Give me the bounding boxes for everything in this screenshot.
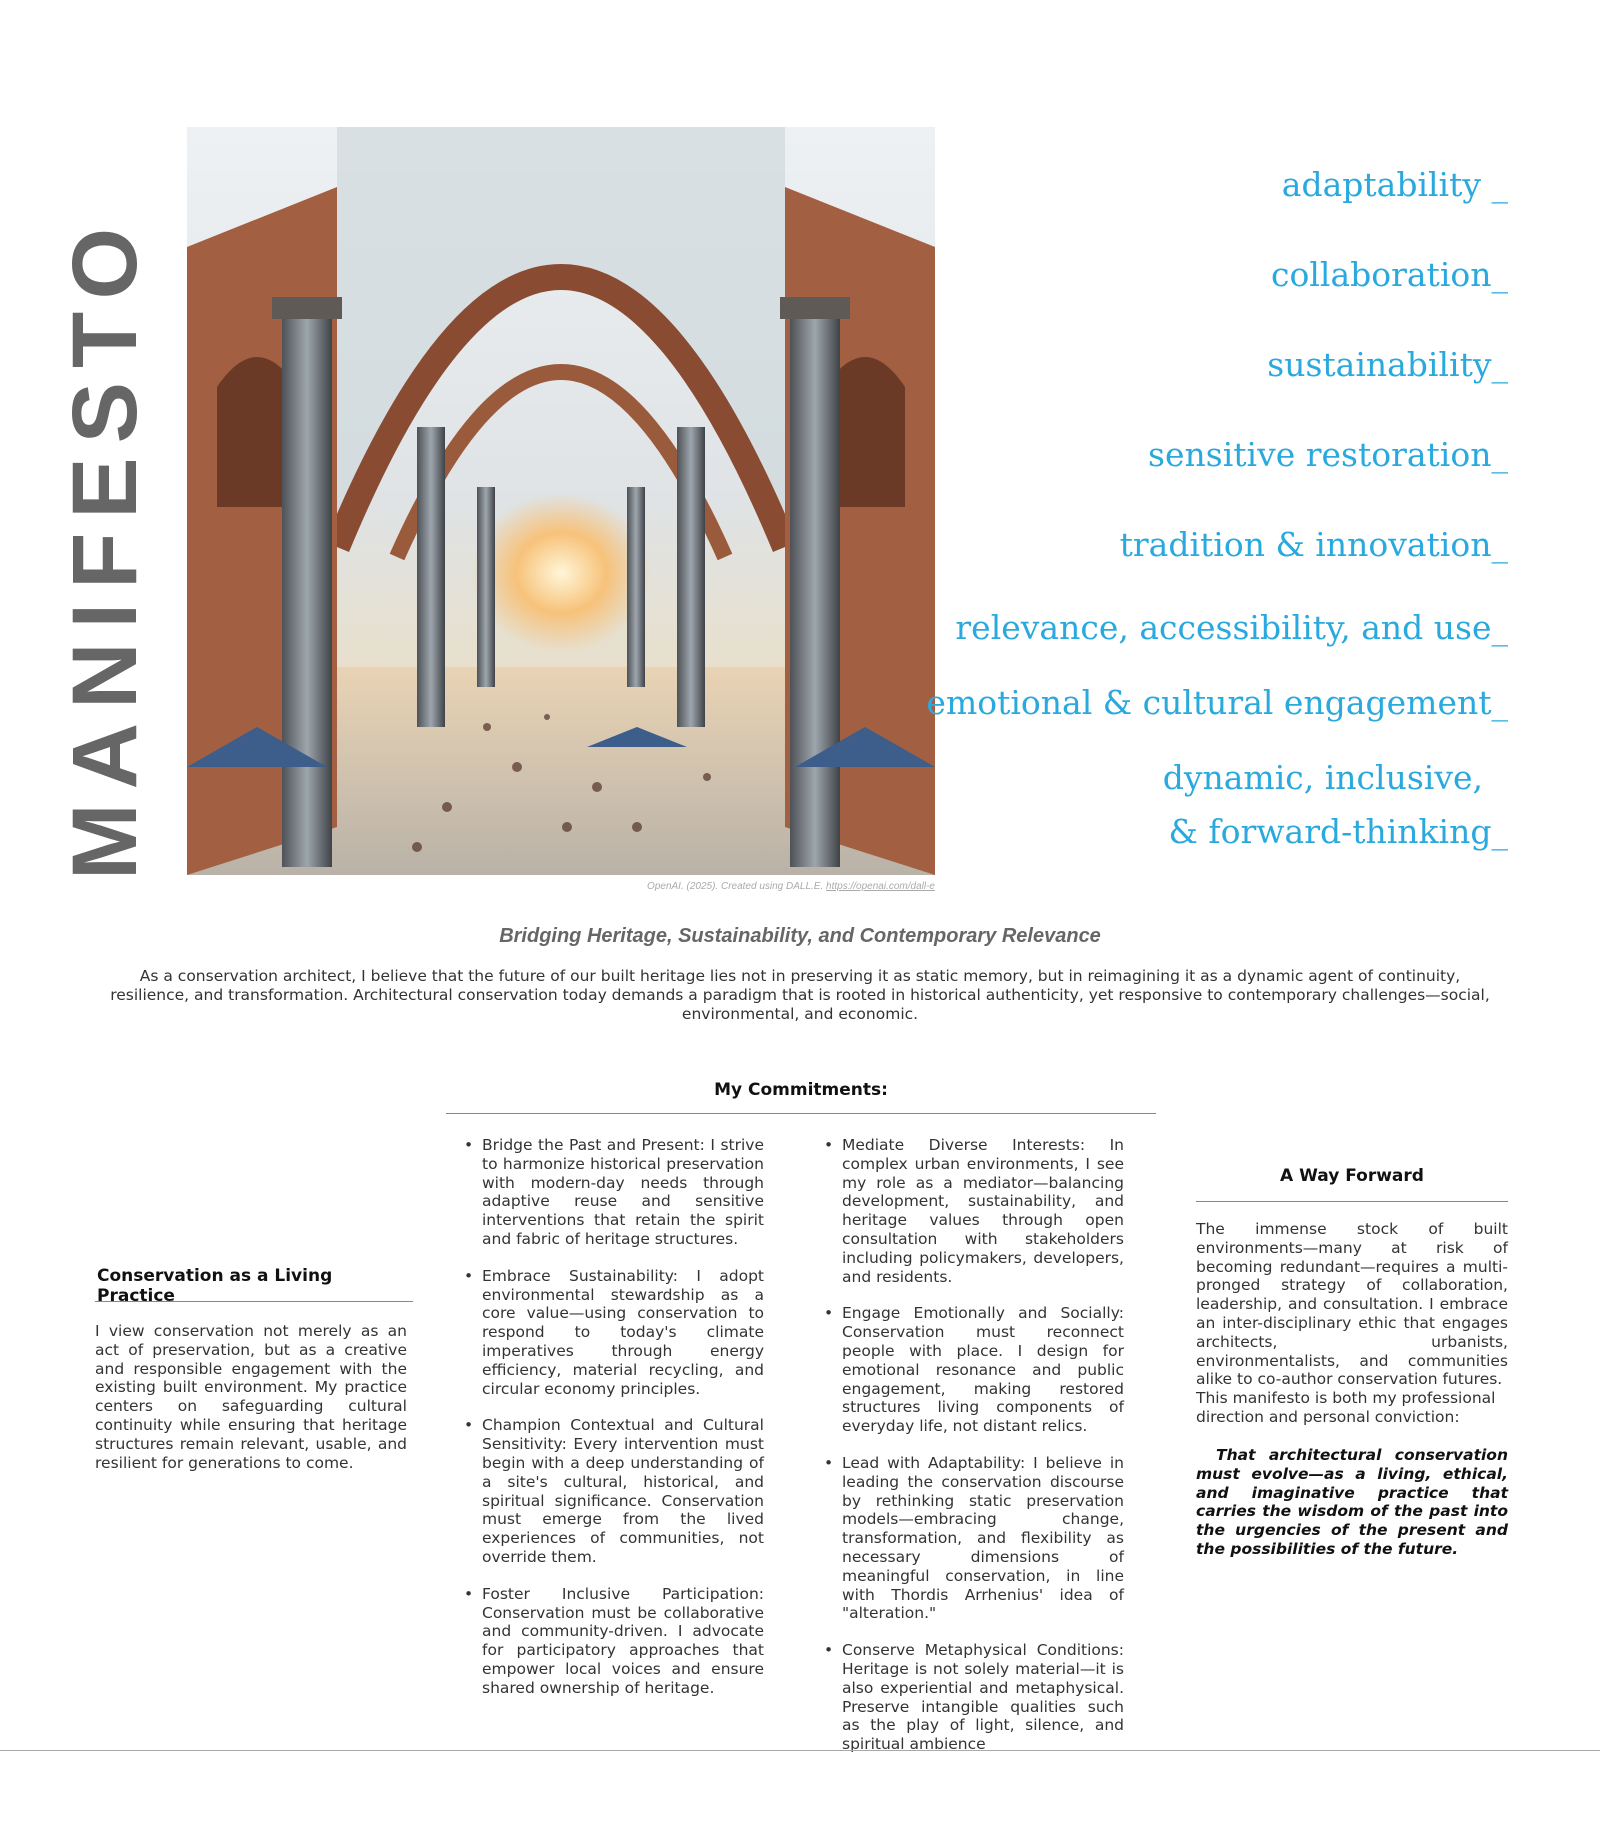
- keyword-collaboration: collaboration_: [1270, 255, 1508, 294]
- bullet-icon: •: [824, 1304, 834, 1323]
- bullet-icon: •: [464, 1266, 474, 1285]
- way-forward-heading: A Way Forward: [1280, 1166, 1424, 1186]
- keyword-sustainability: sustainability_: [1267, 345, 1508, 384]
- bullet-icon: •: [824, 1136, 834, 1154]
- commitment-text: Lead with Adaptability: I believe in leading the conservation discourse by rethinking static preservation models—embracing change, transformation, and flexibility as necessary dimensions of meaningful conservation, in line with Thordis Arrhenius' idea of "alteration.": [842, 1453, 1124, 1623]
- keyword-emotional-cultural: emotional & cultural engagement_: [926, 683, 1508, 722]
- living-practice-heading: Conservation as a Living Practice: [97, 1266, 333, 1306]
- intro-paragraph: As a conservation architect, I believe that the future of our built heritage lies not in preserving it as static memory, but in reimagining it as a dynamic agent of continuity, resilience, and transformation. Architectural conservation today demands a paradigm that is rooted in historical authenticity, yet responsive to contemporary challenges—social, environmental, and economic.: [110, 967, 1490, 1023]
- bullet-icon: •: [464, 1416, 474, 1435]
- commitment-text: Mediate Diverse Interests: In complex urban environments, I see my role as a mediator—balancing development, sustainability, and heritage values through open consultation with stakeholders including policymakers, developers, and residents.: [842, 1136, 1124, 1286]
- list-item: [824, 1454, 1124, 1623]
- subtitle: Bridging Heritage, Sustainability, and Contemporary Relevance: [499, 925, 1101, 947]
- commitments-heading: My Commitments:: [714, 1080, 888, 1100]
- arcade-illustration: [187, 127, 935, 875]
- living-practice-divider: [95, 1301, 413, 1302]
- keyword-sensitive-restoration: sensitive restoration_: [1148, 435, 1508, 474]
- keyword-dynamic-inclusive: dynamic, inclusive,: [1162, 758, 1483, 797]
- living-practice-text: I view conservation not merely as an act of preservation, but as a creative and responsible engagement with the existing built environment. My practice centers on safeguarding cultural continuity while ensuring that heritage structures remain relevant, usable, and resilient for generations to come.: [95, 1322, 407, 1472]
- list-item: [464, 1585, 764, 1698]
- manifesto-quote: That architectural conservation must evolve—as a living, ethical, and imaginative practice that carries the wisdom of the past into the urgencies of the present and the possibilities of the future.: [1196, 1446, 1508, 1558]
- image-credit: [560, 881, 935, 892]
- bullet-icon: •: [464, 1584, 474, 1603]
- image-credit-text: OpenAI. (2025). Created using DALL.E.: [647, 881, 824, 892]
- list-item: [824, 1641, 1124, 1754]
- list-item: [464, 1136, 764, 1249]
- hero-image: [187, 127, 935, 875]
- commitment-text: Embrace Sustainability: I adopt environmental stewardship as a core value—using conservation to respond to today's climate imperatives through energy efficiency, material recycling, and circular economy principles.: [482, 1266, 764, 1398]
- commitment-text: Champion Contextual and Cultural Sensitivity: Every intervention must begin with a deep understanding of a site's cultural, historical, and spiritual significance. Conservation must emerge from the lived experiences of communities, not override them.: [482, 1416, 764, 1566]
- keyword-tradition-innovation: tradition & innovation_: [1119, 525, 1508, 564]
- keyword-relevance: relevance, accessibility, and use_: [955, 608, 1508, 647]
- commitments-divider: [446, 1113, 1156, 1114]
- commitment-text: Engage Emotionally and Socially: Conservation must reconnect people with place. I design for emotional resonance and public engagement, making restored structures living components of everyday life, not distant relics.: [842, 1304, 1124, 1436]
- commitments-column-1: [464, 1136, 764, 1716]
- commitment-text: Conserve Metaphysical Conditions: Heritage is not solely material—it is also experiential and metaphysical. Preserve intangible qualities such as the play of light, silence, and spiritual ambience: [842, 1641, 1124, 1754]
- list-item: [464, 1267, 764, 1399]
- way-forward-divider: [1196, 1201, 1508, 1202]
- list-item: [824, 1304, 1124, 1436]
- manifesto-title: MANIFESTO: [54, 213, 156, 880]
- list-item: [824, 1136, 1124, 1286]
- keyword-forward-thinking: & forward-thinking_: [1168, 812, 1508, 851]
- way-forward-paragraph-1: The immense stock of built environments—many at risk of becoming redundant—requires a multi-pronged strategy of collaboration, leadership, and consultation. I embrace an inter-disciplinary ethic that engages architects, urbanists, environmentalists, and communities alike to co-author conservation futures.: [1196, 1220, 1508, 1389]
- commitment-text: Bridge the Past and Present: I strive to harmonize historical preservation with modern-day needs through adaptive reuse and sensitive interventions that retain the spirit and fabric of heritage structures.: [482, 1136, 764, 1248]
- keyword-adaptability: adaptability _: [1281, 165, 1508, 204]
- image-credit-link[interactable]: https://openai.com/dall-e: [826, 881, 935, 892]
- way-forward-paragraph-2: This manifesto is both my professional direction and personal conviction:: [1196, 1389, 1496, 1426]
- bottom-divider: [0, 1750, 1600, 1751]
- bullet-icon: •: [464, 1136, 474, 1154]
- way-forward-text: [1196, 1220, 1508, 1427]
- bullet-icon: •: [824, 1453, 834, 1472]
- bullet-icon: •: [824, 1641, 834, 1660]
- commitments-column-2: [824, 1136, 1124, 1772]
- list-item: [464, 1416, 764, 1566]
- commitment-text: Foster Inclusive Participation: Conservation must be collaborative and community-driven. I advocate for participatory approaches that empower local voices and ensure shared ownership of heritage.: [482, 1584, 764, 1697]
